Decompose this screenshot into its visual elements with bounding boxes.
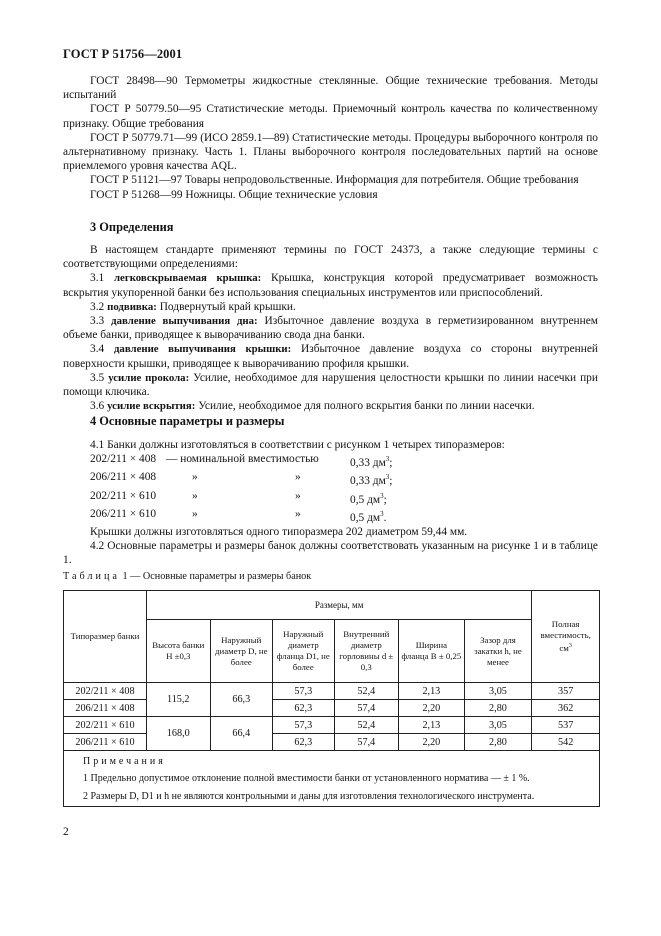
size-code: 202/211 × 408	[90, 453, 157, 466]
definition-number: 3.4	[90, 343, 105, 356]
cell-seam-gap: 2,80	[464, 700, 532, 717]
lids-paragraph: Крышки должны изготовляться одного типоразмера 202 диаметром 59,44 мм.	[90, 526, 468, 539]
reference-item: ГОСТ Р 50779.50—95 Статистические методы. Приемочный контроль качества по количественному признаку. Общие требования	[63, 103, 598, 130]
parameters-table	[63, 590, 600, 807]
cell-seam-gap: 3,05	[464, 717, 532, 734]
column-header-seam-gap: Зазор для закатки h, не менее	[464, 620, 532, 683]
definition-text: Подвернутый край крышки.	[159, 300, 296, 313]
cell-neck-diameter: 57,4	[334, 734, 399, 751]
definition-number: 3.3	[90, 315, 105, 328]
table-row	[64, 734, 600, 751]
notes-title: Примечания	[64, 751, 600, 771]
cell-capacity: 362	[532, 700, 600, 717]
size-volume: 0,33 $дм^3$;	[350, 455, 393, 469]
column-header-flange-diameter: Наружный диаметр фланца D1, не более	[273, 620, 334, 683]
cell-size: 206/211 × 610	[64, 734, 147, 751]
table-row	[64, 683, 600, 700]
reference-item: ГОСТ Р 51121—97 Товары непродовольственные. Информация для потребителя. Общие требования	[90, 174, 579, 187]
reference-item: ГОСТ 28498—90 Термометры жидкостные стеклянные. Общие технические требования. Методы испытаний	[63, 75, 598, 102]
page-number: 2	[63, 826, 69, 838]
size-row	[90, 489, 392, 507]
definition-text: Усилие, необходимое для нарушения целостности крышки по линии насечки при помощи ключика.	[63, 371, 598, 399]
cell-size: 202/211 × 610	[64, 717, 147, 734]
size-code: 202/211 × 610	[90, 489, 157, 502]
ditto-mark: »	[295, 471, 301, 484]
size-description: — номинальной вместимостью	[166, 453, 319, 466]
reference-item: ГОСТ Р 51268—99 Ножницы. Общие технические условия	[90, 188, 378, 201]
cell-height: 115,2	[147, 683, 211, 717]
reference-item: ГОСТ Р 50779.71—99 (ИСО 2859.1—89) Статистические методы. Процедуры выборочного контроля по альтернативному признаку. Часть 1. Планы выборочного контроля последовательных партий на основе приемлемого уровня качества AQL.	[63, 131, 598, 173]
size-volume: 0,5 $дм^3$;	[350, 491, 387, 506]
column-group-dimensions: Размеры, мм	[147, 591, 532, 620]
cell-seam-gap: 2,80	[464, 734, 532, 751]
note-item: 1 Предельно допустимое отклонение полной вместимости банки от установленного норматива — ± 1 %.	[64, 770, 600, 788]
column-header-flange-width: Ширина фланца B ± 0,25	[399, 620, 465, 683]
table-caption	[63, 571, 311, 582]
cell-neck-diameter: 57,4	[334, 700, 399, 717]
definition-text: Крышка, конструкция которой предусматривает возможность вскрытия укупоренной банки без использования специальных инструментов или приспособлений.	[63, 272, 598, 299]
cell-flange-width: 2,13	[399, 683, 465, 700]
size-code: 206/211 × 610	[90, 507, 157, 520]
ditto-mark: »	[295, 507, 301, 520]
definition-number: 3.5	[90, 371, 105, 384]
column-header-capacity: Полная вместимость, $см^3$	[532, 591, 600, 683]
section-parameters	[63, 413, 598, 568]
cell-neck-diameter: 52,4	[334, 717, 399, 734]
section-intro: В настоящем стандарте применяют термины по ГОСТ 24373, а также следующие термины с соответствующими определениями:	[63, 244, 598, 271]
definition-number: 3.2	[90, 300, 105, 313]
table-caption-text: 1 — Основные параметры и размеры банок	[122, 571, 312, 582]
column-header-neck-diameter: Внутренний диаметр горловины d ± 0,3	[334, 620, 399, 683]
definition-number: 3.1	[90, 272, 105, 285]
size-row	[90, 452, 392, 470]
references-list	[63, 74, 598, 202]
cell-flange-diameter: 57,3	[273, 717, 334, 734]
cell-seam-gap: 3,05	[464, 683, 532, 700]
section-title: 4 Основные параметры и размеры	[90, 414, 285, 428]
ditto-mark: »	[192, 507, 198, 520]
ditto-mark: »	[192, 471, 198, 484]
cell-outer-diameter: 66,3	[210, 683, 273, 717]
paragraph-4-1: 4.1 Банки должны изготовляться в соответствии с рисунком 1 четырех типоразмеров:	[90, 439, 505, 451]
size-list	[90, 452, 392, 525]
column-header-size: Типоразмер банки	[64, 591, 147, 683]
column-header-height: Высота банки H ±0,3	[147, 620, 211, 683]
definition-item	[63, 271, 598, 299]
definition-item	[63, 399, 598, 413]
definition-term: легковскрываемая крышка:	[113, 272, 262, 285]
size-row	[90, 470, 392, 488]
column-header-outer-diameter: Наружный диаметр D, не более	[210, 620, 273, 683]
definition-text: Усилие, необходимое для полного вскрытия банки по линии насечки.	[198, 400, 535, 413]
table-row	[64, 717, 600, 734]
cell-size: 202/211 × 408	[64, 683, 147, 700]
cell-flange-diameter: 62,3	[273, 734, 334, 751]
size-code: 206/211 × 408	[90, 471, 157, 484]
definition-term: подвивка:	[107, 300, 157, 313]
definition-item	[63, 314, 598, 342]
cell-capacity: 542	[532, 734, 600, 751]
table-row	[64, 700, 600, 717]
cell-size: 206/211 × 408	[64, 700, 147, 717]
cell-flange-diameter: 62,3	[273, 700, 334, 717]
cell-flange-width: 2,13	[399, 717, 465, 734]
cell-flange-width: 2,20	[399, 700, 465, 717]
paragraph-4-2: 4.2 Основные параметры и размеры банок должны соответствовать указанным на рисунке 1 и в таблице 1.	[63, 540, 598, 567]
cell-capacity: 537	[532, 717, 600, 734]
cell-height: 168,0	[147, 717, 211, 751]
section-definitions	[63, 219, 598, 413]
cell-flange-diameter: 57,3	[273, 683, 334, 700]
cell-flange-width: 2,20	[399, 734, 465, 751]
size-volume: 0,5 $дм^3$.	[350, 509, 387, 524]
section-title: 3 Определения	[90, 220, 174, 234]
ditto-mark: »	[192, 489, 198, 502]
cell-capacity: 357	[532, 683, 600, 700]
definition-text: Избыточное давление воздуха со стороны внутренней поверхности крышки, приводящее к выворачиванию профиля крышки.	[63, 343, 598, 370]
note-item: 2 Размеры D, D1 и h не являются контрольными и даны для изготовления технологического инструмента.	[64, 788, 600, 807]
table-caption-word: Таблица	[63, 571, 120, 582]
ditto-mark: »	[295, 489, 301, 502]
cell-outer-diameter: 66,4	[210, 717, 273, 751]
definition-text: Избыточное давление воздуха в герметизированном внутреннем объеме банки, приводящее к выворачиванию свода дна банки.	[63, 315, 598, 342]
definition-item	[63, 371, 598, 399]
definition-term: усилие вскрытия:	[107, 400, 196, 413]
size-row	[90, 507, 392, 525]
definition-number: 3.6	[90, 400, 105, 413]
size-volume: 0,33 $дм^3$;	[350, 473, 393, 488]
definition-item	[63, 342, 598, 370]
definition-term: давление выпучивания дна:	[111, 315, 258, 328]
definition-term: усилие прокола:	[108, 371, 190, 384]
definition-term: давление выпучивания крышки:	[113, 343, 292, 356]
cell-neck-diameter: 52,4	[334, 683, 399, 700]
document-header: ГОСТ Р 51756—2001	[63, 47, 183, 61]
definition-item	[63, 300, 598, 314]
